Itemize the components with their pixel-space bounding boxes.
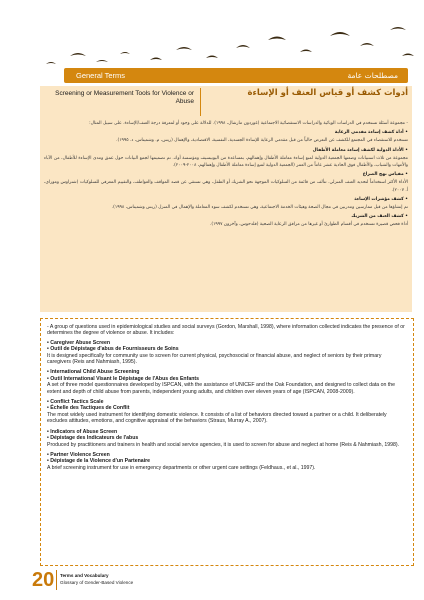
- english-term: • Partner Violence Screen: [47, 451, 110, 458]
- arabic-item-title: • مقياس نهج الصراع: [362, 172, 408, 178]
- header-bar: [64, 68, 408, 83]
- arabic-item-text: تستخدم للاستقصاء في المجتمع للكشف عن التعرض حالياً من قبل مقدمي الرعاية للإساءة الجسدية، النفسية، الاقتصادية، والإهمال (ريس، م. وشميتاس، د. ١٩٩٥).: [116, 138, 408, 144]
- footer-divider: [56, 570, 57, 590]
- english-intro: - A group of questions used in epidemiological studies and social surveys (Gordon, Marshall, 1998), where information collected indicates the presence of or determines the degree of violence or abuse. It includes:: [47, 324, 405, 337]
- arabic-item-text: الأداة الأكثر استخداماً لتحديد العنف المنزلي. تتألف من قائمة من السلوكيات الموجهة نحو الشريك أو الطفل، وهي تستقي عن قصد المواقف والعواطف، والتقييم المعرفي للسلوكيات (شتراوس وموراي، أ. ٢٠٠٧).: [44, 180, 408, 193]
- title-divider: [200, 88, 201, 116]
- english-definition: [47, 324, 405, 471]
- english-term: • Conflict Tactics Scale: [47, 399, 104, 406]
- english-term-text: A set of three model questionnaires developed by ISPCAN, with the assistance of UNICEF and the Oak Foundation, and designed to collect data on the extent and depth of child abuse from parents, independent young adults, and children over eleven years of age (ISPCAN, 2008-2009).: [47, 382, 396, 395]
- arabic-item-text: مجموعة من ثلاث استبيانات وضعتها الجمعية الدولية لمنع إساءة معاملة الأطفال وإهمالهم، بمساعدة من اليونيسيف ومؤسسة أوك. تم تصميمها لجمع البيانات حول عمق ومدى الإساءة للأطفال، من الآباء والأمهات والشباب، والأطفال فوق الحادية عشر عاماً من العمر (الجمعية الدولية لمنع إساءة معاملة الأطفال وإهمالهم، ٢٠٠٨-٢٠٠٩).: [44, 155, 408, 169]
- entry-title-row: [40, 86, 412, 118]
- header-title-en: General Terms: [76, 71, 126, 80]
- arabic-intro: - مجموعة أسئلة تستخدم في الدراسات الوبائية والدراسات الاستقصائية الاجتماعية (غوردون مارشال، ١٩٩٨). للدلالة على وجود أو لمعرفة درجة العنف/الإساءة. على سبيل المثال:: [89, 121, 408, 126]
- french-term: • Dépistage de la Violence d'un Partenaire: [47, 458, 150, 465]
- header-title-ar: مصطلحات عامة: [347, 71, 398, 80]
- english-term: • Caregiver Abuse Screen: [47, 339, 111, 346]
- arabic-item-title: • كشف مؤشرات الإساءة: [354, 196, 408, 202]
- english-term: • International Child Abuse Screening: [47, 369, 140, 376]
- footer-title: Terms and Vocabulary: [60, 573, 109, 578]
- english-term: • Indicators of Abuse Screen: [47, 428, 118, 435]
- footer-subtitle: Glossary of Gender-Based Violence: [60, 580, 134, 585]
- french-term: • Dépistage des Indicateurs de l'abus: [47, 435, 139, 442]
- french-term: • Échelle des Tactiques de Conflit: [47, 405, 130, 412]
- english-entry-panel: [40, 318, 414, 566]
- english-term-text: It is designed specifically for community use to screen for current physical, psychosocial or financial abuse, and neglect of seniors by their primary caregivers (Reis and Nahmiash, 1995).: [47, 352, 382, 366]
- entry-title-en: Screening or Measurement Tools for Violence or Abuse: [55, 90, 194, 105]
- arabic-item-title: • الأداة الدولية لكشف إساءة معاملة الأطفال: [312, 147, 408, 153]
- arabic-item-title: • كشف العنف من الشريك: [351, 214, 408, 220]
- arabic-entry-panel: [40, 86, 412, 312]
- arabic-definition: [44, 120, 408, 230]
- page-number: 20: [32, 569, 55, 591]
- arabic-item-text: تم إنشاؤها من قبل ممارسين ومدربين في مجال الصحة وهيئات الخدمة الاجتماعية، وهي تستخدم لكشف سوء المعاملة والإهمال في المنزل (ريس وشميتاس، ١٩٩٨).: [111, 205, 408, 211]
- english-term-text: The most widely used instrument for identifying domestic violence. It consists of a list of behaviors directed toward a partner or a child. It deliberately excludes attitudes, emotions, and cognitive appraisal of the behaviors (Straus, Murray A., 2007).: [47, 411, 387, 425]
- english-term-text: Produced by practitioners and trainers in health and social service agencies, it is used to screen for abuse and neglect at home (Reis & Nahmiash, 1998).: [47, 441, 400, 448]
- arabic-item-text: أداة فحص قصيرة تستخدم في أقسام الطوارئ أو غيرها من مرافق الرعاية الصحية (فلدحوس، وآخرون ١٩٩٧).: [209, 222, 408, 228]
- arabic-item-title: • أداة كشف إساءة مقدمي الرعاية: [334, 130, 408, 136]
- french-term: • Outil International Visant le Dépistage de l'Abus des Enfants: [47, 375, 199, 382]
- birds-illustration: [0, 0, 424, 70]
- entry-title-ar: أدوات كشف أو قياس العنف أو الإساءة: [247, 88, 408, 98]
- english-term-text: A brief screening instrument for use in emergency departments or other urgent care settings (Feldhaus., et al., 1997).: [47, 464, 316, 471]
- french-term: • Outil de Dépistage d'abus de Fournisseurs de Soins: [47, 346, 179, 353]
